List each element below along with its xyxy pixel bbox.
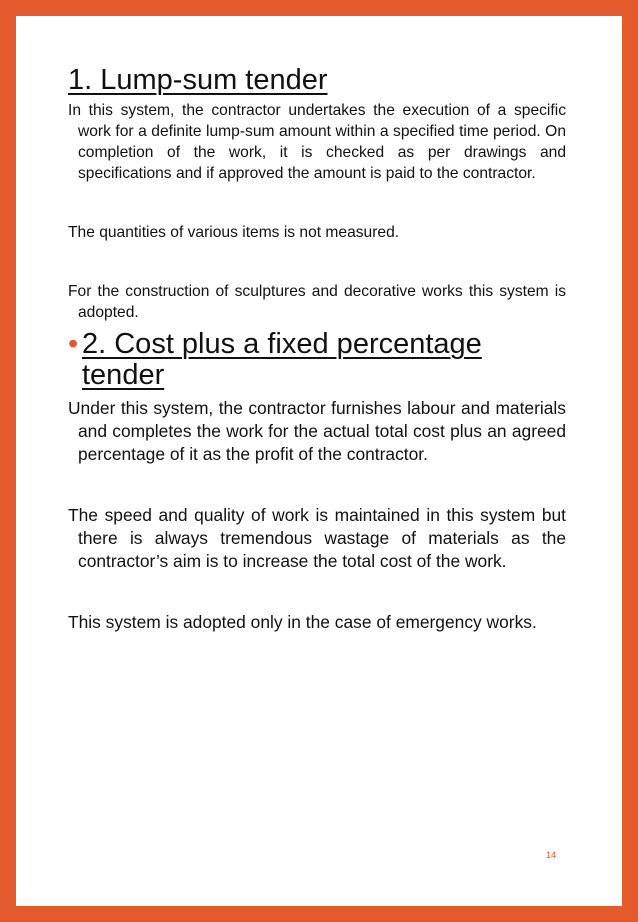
section2-paragraph-1: Under this system, the contractor furnishes labour and materials and completes the work for the actual total cost plus an agreed percentage of it as the profit of the contractor. bbox=[68, 398, 566, 464]
page-number: 14 bbox=[545, 850, 556, 860]
section1-title: 1. Lump-sum tender bbox=[68, 64, 328, 96]
section2-paragraph-2: The speed and quality of work is maintained in this system but there is always tremendous wastage of materials as the contractor’s aim is to increase the total cost of the work. bbox=[68, 505, 566, 571]
slide-page bbox=[16, 16, 622, 906]
content-area bbox=[68, 64, 566, 634]
section-lump-sum bbox=[68, 64, 566, 323]
section1-paragraph-2: The quantities of various items is not measured. bbox=[68, 224, 400, 241]
section1-paragraph-3: For the construction of sculptures and decorative works this system is adopted. bbox=[68, 283, 566, 321]
section2-title bbox=[68, 329, 566, 391]
section2-paragraph-3: This system is adopted only in the case of emergency works. bbox=[68, 612, 537, 632]
section1-paragraph-1: In this system, the contractor undertakes the execution of a specific work for a definite lump-sum amount within a specified time period. On completion of the work, it is checked as per drawings and specifications and if approved the amount is paid to the contractor. bbox=[68, 102, 566, 182]
section2-title-text: 2. Cost plus a fixed percentage tender bbox=[82, 328, 482, 391]
bullet-icon: • bbox=[68, 328, 79, 360]
section-cost-plus bbox=[68, 329, 566, 634]
